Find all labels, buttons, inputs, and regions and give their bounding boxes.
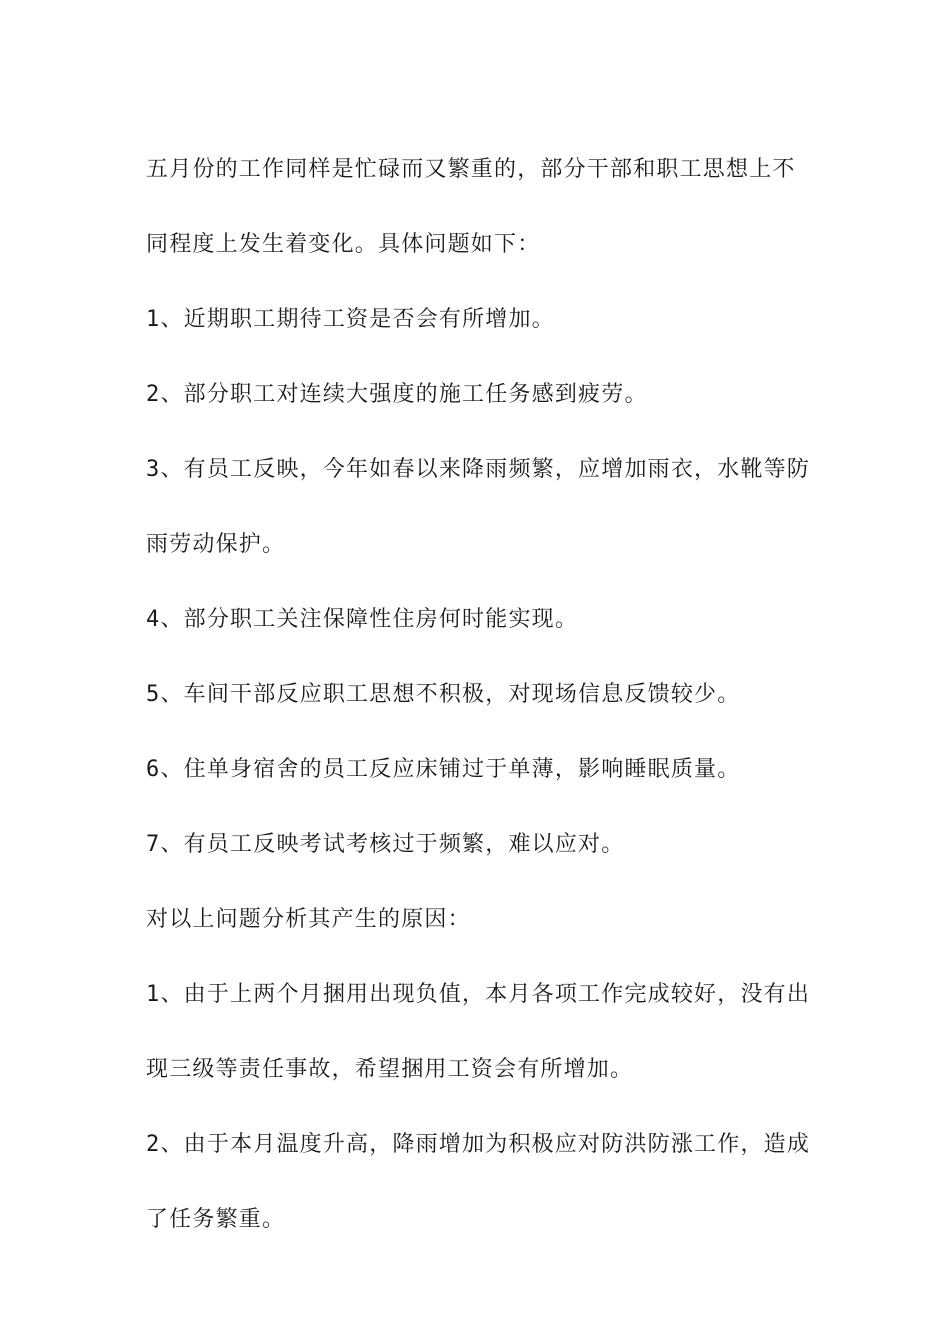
paragraph-issue-3: 3、有员工反映，今年如春以来降雨频繁，应增加雨衣，水靴等防雨劳动保护。 [146, 457, 811, 557]
paragraph-issue-6: 6、住单身宿舍的员工反应床铺过于单薄，影响睡眠质量。 [146, 757, 741, 782]
paragraph-cause-2: 2、由于本月温度升高，降雨增加为积极应对防洪防涨工作，造成了任务繁重。 [146, 1132, 811, 1232]
paragraph-analysis-heading: 对以上问题分析其产生的原因： [146, 907, 471, 932]
paragraph-issue-4: 4、部分职工关注保障性住房何时能实现。 [146, 607, 579, 632]
paragraph-issue-5: 5、车间干部反应职工思想不积极，对现场信息反馈较少。 [146, 682, 741, 707]
document-body [146, 132, 811, 1257]
paragraph-issue-7: 7、有员工反映考试考核过于频繁，难以应对。 [146, 832, 625, 857]
paragraph-issue-2: 2、部分职工对连续大强度的施工任务感到疲劳。 [146, 382, 648, 407]
paragraph-intro: 五月份的工作同样是忙碌而又繁重的，部分干部和职工思想上不同程度上发生着变化。具体问题如下： [146, 157, 796, 257]
paragraph-issue-1: 1、近期职工期待工资是否会有所增加。 [146, 307, 555, 332]
paragraph-cause-1: 1、由于上两个月捆用出现负值，本月各项工作完成较好，没有出现三级等责任事故，希望捆用工资会有所增加。 [146, 982, 811, 1082]
